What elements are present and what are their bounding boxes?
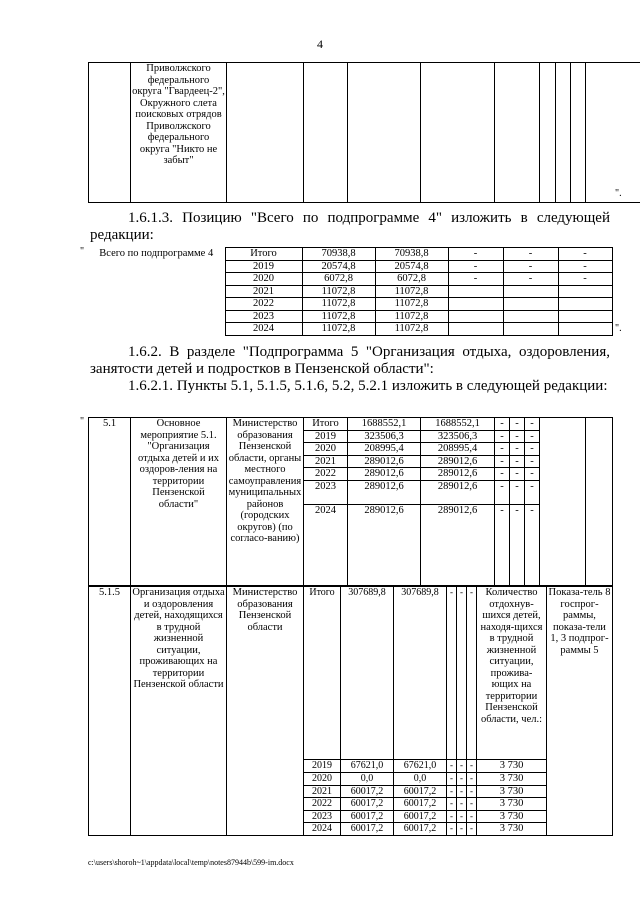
budget-cell: 289012,6 [421,480,495,504]
other-cell: - [525,455,540,468]
total-cell: 6072,8 [302,273,375,286]
year-cell: 2020 [225,273,302,286]
paragraph-1-6-2: 1.6.2. В разделе "Подпрограмма 5 "Организация отдыха, оздоровления, занятости детей и подростков в Пензенской области": [90,344,610,377]
budget-cell: 289012,6 [421,504,495,585]
federal-cell: - [447,587,457,760]
total-cell: 20574,8 [302,260,375,273]
year-cell: 2024 [304,504,348,585]
indicator-value: 3 730 [477,823,547,836]
year-cell: Итого [304,587,341,760]
other-cell: - [558,260,612,273]
total-cell: 323506,3 [348,430,421,443]
local-cell [503,298,558,311]
other-cell: - [525,443,540,456]
federal-cell [448,298,503,311]
local-cell: - [510,468,525,481]
item-executor: Министерство образования Пензенской области [227,587,304,836]
budget-cell: 67621,0 [394,760,447,773]
indicator-value: 3 730 [477,772,547,785]
table-row [88,248,612,261]
budget-cell: 60017,2 [394,798,447,811]
federal-cell [448,323,503,336]
page-number: 4 [317,37,323,51]
year-cell: 2019 [225,260,302,273]
close-quote-top: ". [615,188,622,199]
year-cell: 2023 [304,810,341,823]
total-cell: 0,0 [341,772,394,785]
total-cell: 208995,4 [348,443,421,456]
item-name: Основное мероприятие 5.1. "Организация отдыха детей и их оздоров-ления на территории Пензенской области" [131,418,227,586]
indicator-value: 3 730 [477,760,547,773]
total-cell: 70938,8 [302,248,375,261]
item-executor: Министерство образования Пензенской области, органы местного самоуправления муниципальных районов (городских округов) (по согласо-ванию) [227,418,304,586]
budget-cell: 208995,4 [421,443,495,456]
budget-cell: 1688552,1 [421,418,495,431]
federal-cell: - [495,504,510,585]
other-cell [558,323,612,336]
local-cell: - [457,587,467,760]
other-cell [558,298,612,311]
table-row [89,418,613,431]
link-cell: Показа-тель 8 госпрог-раммы, показа-тели 1, 3 подпрог-раммы 5 [547,587,613,836]
budget-cell: 289012,6 [421,455,495,468]
other-cell: - [525,468,540,481]
local-cell: - [503,260,558,273]
local-cell: - [510,418,525,431]
year-cell: 2020 [304,443,348,456]
local-cell [503,310,558,323]
local-cell: - [457,772,467,785]
federal-cell: - [495,468,510,481]
year-cell: 2019 [304,760,341,773]
total-cell: 60017,2 [341,823,394,836]
total-cell: 289012,6 [348,455,421,468]
budget-cell: 0,0 [394,772,447,785]
budget-cell: 60017,2 [394,810,447,823]
budget-cell: 60017,2 [394,823,447,836]
local-cell: - [510,430,525,443]
indicator-cell [540,418,586,586]
other-cell: - [467,587,477,760]
paragraph-1-6-1-3: 1.6.1.3. Позицию "Всего по подпрограмме 4" изложить в следующей редакции: [90,210,610,243]
local-cell [503,323,558,336]
budget-cell: 11072,8 [375,285,448,298]
budget-cell: 323506,3 [421,430,495,443]
other-cell: - [467,823,477,836]
local-cell: - [510,455,525,468]
other-cell: - [467,760,477,773]
link-cell [586,418,613,586]
budget-cell: 6072,8 [375,273,448,286]
year-cell: 2024 [225,323,302,336]
budget-cell: 307689,8 [394,587,447,760]
local-cell: - [503,248,558,261]
federal-cell: - [495,455,510,468]
paragraph-1-6-2-1: 1.6.2.1. Пункты 5.1, 5.1.5, 5.1.6, 5.2, 5.2.1 изложить в следующей редакции: [128,378,608,394]
federal-cell [448,285,503,298]
budget-cell: 11072,8 [375,323,448,336]
budget-cell: 289012,6 [421,468,495,481]
local-cell: - [457,810,467,823]
local-cell: - [457,823,467,836]
total-cell: 67621,0 [341,760,394,773]
federal-cell: - [447,760,457,773]
year-cell: 2023 [304,480,348,504]
indicator-value: 3 730 [477,798,547,811]
table-row [89,587,613,760]
table-5-1-5 [88,586,613,836]
federal-cell: - [447,810,457,823]
local-cell [503,285,558,298]
local-cell: - [457,785,467,798]
budget-cell: 11072,8 [375,298,448,311]
table-top-cell [89,63,131,203]
year-cell: 2022 [225,298,302,311]
total-cell: 1688552,1 [348,418,421,431]
year-cell: 2021 [225,285,302,298]
other-cell: - [525,504,540,585]
local-cell: - [510,443,525,456]
year-cell: 2021 [304,785,341,798]
other-cell [558,310,612,323]
indicator-value: 3 730 [477,810,547,823]
vsego-label: Всего по подпрограмме 4 [88,248,225,336]
indicator-text: Количество отдохнув-шихся детей, находя-щихся в трудной жизненной ситуации, прожива-ющих на территории Пензенской области, чел.: [477,587,547,760]
other-cell: - [525,480,540,504]
federal-cell: - [495,430,510,443]
federal-cell: - [447,823,457,836]
total-cell: 289012,6 [348,468,421,481]
table-top [88,62,640,203]
total-cell: 60017,2 [341,810,394,823]
federal-cell: - [448,248,503,261]
federal-cell: - [447,798,457,811]
other-cell: - [467,785,477,798]
local-cell: - [510,480,525,504]
budget-cell: 11072,8 [375,310,448,323]
year-cell: Итого [225,248,302,261]
other-cell: - [558,273,612,286]
federal-cell: - [448,273,503,286]
year-cell: 2024 [304,823,341,836]
other-cell: - [467,772,477,785]
budget-cell: 20574,8 [375,260,448,273]
total-cell: 307689,8 [341,587,394,760]
year-cell: Итого [304,418,348,431]
indicator-value: 3 730 [477,785,547,798]
other-cell: - [558,248,612,261]
federal-cell: - [448,260,503,273]
other-cell: - [467,810,477,823]
table-vsego [88,247,613,336]
year-cell: 2019 [304,430,348,443]
open-quote-vsego: " [80,246,85,257]
item-name: Организация отдыха и оздоровления детей, находящихся в трудной жизненной ситуации, проживающих на территории Пензенской области [131,587,227,836]
item-number: 5.1.5 [89,587,131,836]
budget-cell: 70938,8 [375,248,448,261]
local-cell: - [503,273,558,286]
federal-cell: - [495,443,510,456]
open-quote-51: " [80,416,85,427]
other-cell: - [525,418,540,431]
total-cell: 11072,8 [302,285,375,298]
other-cell: - [525,430,540,443]
total-cell: 11072,8 [302,323,375,336]
total-cell: 60017,2 [341,798,394,811]
total-cell: 289012,6 [348,480,421,504]
federal-cell: - [495,418,510,431]
local-cell: - [510,504,525,585]
table-5-1 [88,417,613,586]
year-cell: 2021 [304,455,348,468]
year-cell: 2022 [304,468,348,481]
budget-cell: 60017,2 [394,785,447,798]
local-cell: - [457,760,467,773]
table-top-event-text: Приволжского федерального округа "Гвардеец-2", Окружного слета поисковых отрядов Приволжского федерального округа "Никто не забыт" [131,63,227,203]
federal-cell: - [447,772,457,785]
federal-cell [448,310,503,323]
year-cell: 2020 [304,772,341,785]
item-number: 5.1 [89,418,131,586]
local-cell: - [457,798,467,811]
total-cell: 11072,8 [302,298,375,311]
total-cell: 289012,6 [348,504,421,585]
year-cell: 2022 [304,798,341,811]
other-cell [558,285,612,298]
total-cell: 60017,2 [341,785,394,798]
footer-file-path: c:\users\shoroh~1\appdata\local\temp\notes87944b\599-im.docx [88,858,294,867]
close-quote-vsego: ". [615,323,622,334]
federal-cell: - [447,785,457,798]
total-cell: 11072,8 [302,310,375,323]
federal-cell: - [495,480,510,504]
other-cell: - [467,798,477,811]
year-cell: 2023 [225,310,302,323]
